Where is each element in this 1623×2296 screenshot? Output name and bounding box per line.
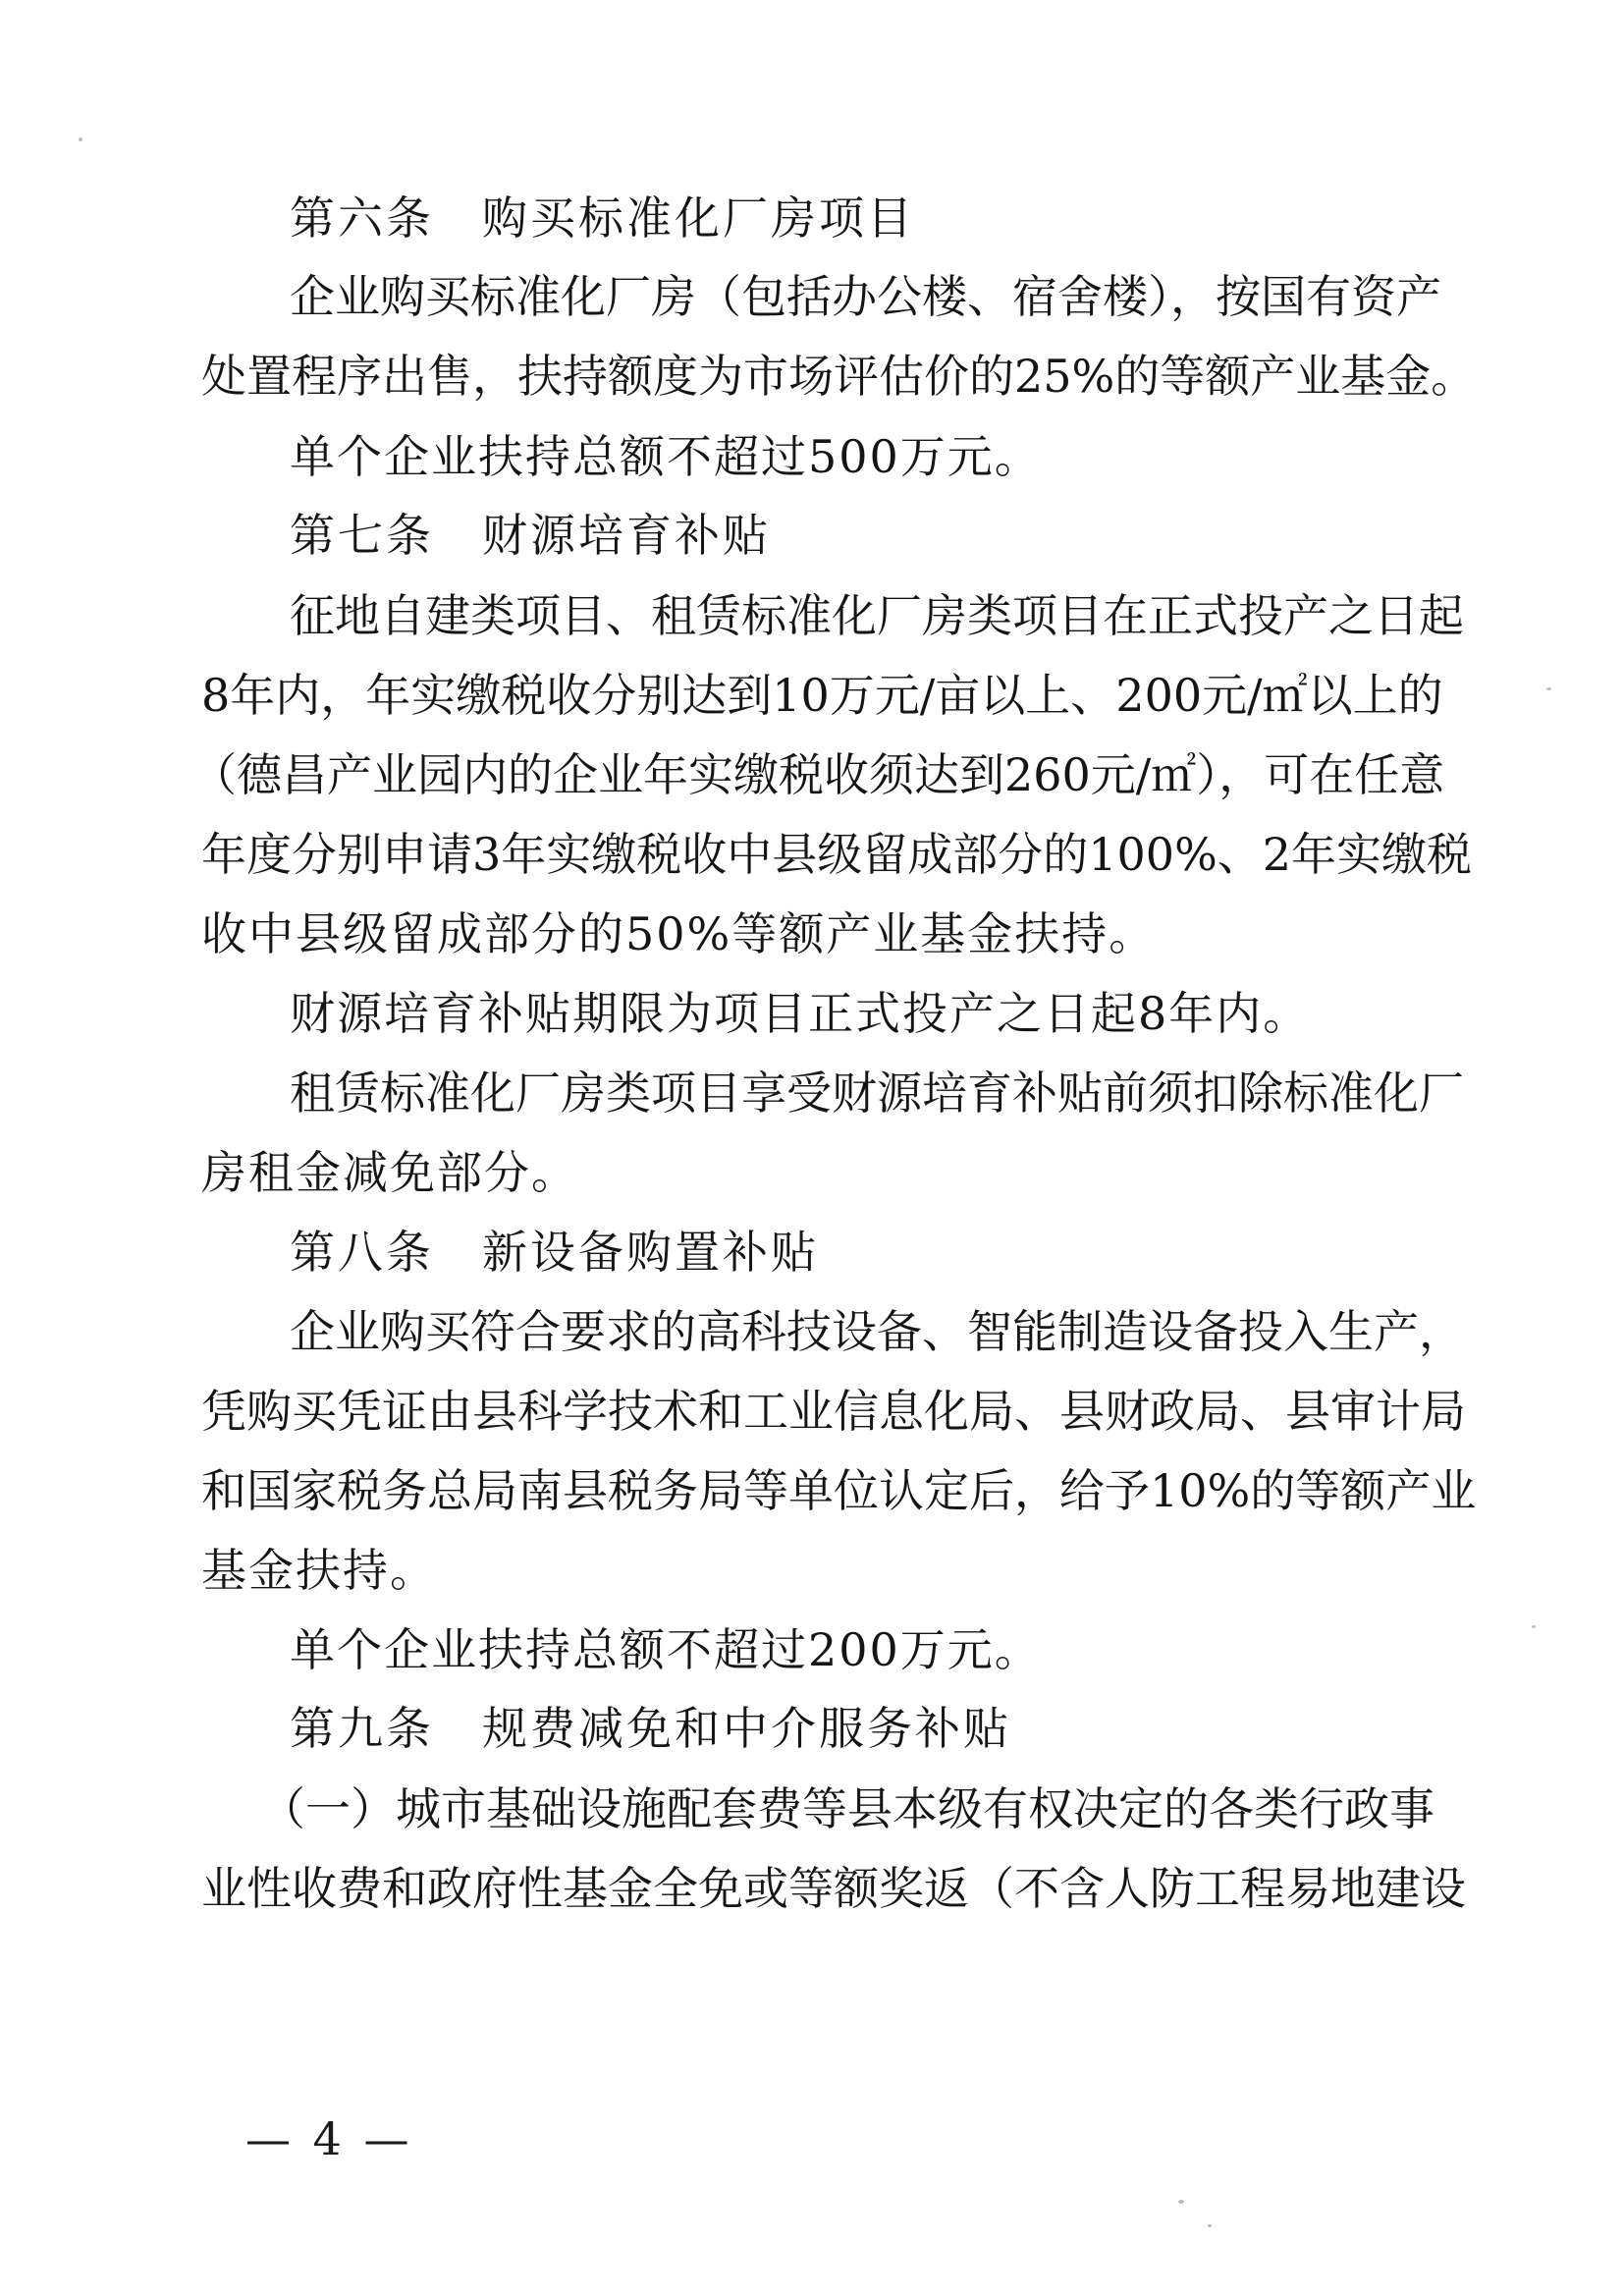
- article-7-heading: 第七条 财源培育补贴: [290, 509, 771, 562]
- article-6-paragraph-2: 单个企业扶持总额不超过500万元。: [290, 430, 1042, 483]
- article-8-paragraph-1-line-2: 凭购买凭证由县科学技术和工业信息化局、县财政局、县审计局: [201, 1385, 1466, 1438]
- article-7-paragraph-2: 财源培育补贴期限为项目正式投产之日起8年内。: [290, 987, 1311, 1040]
- scan-speck: [1178, 2200, 1184, 2204]
- article-9-paragraph-1-line-2: 业性收费和政府性基金全免或等额奖返（不含人防工程易地建设: [201, 1862, 1466, 1915]
- article-6-paragraph-1-line-1: 企业购买标准化厂房（包括办公楼、宿舍楼），按国有资产: [290, 270, 1441, 323]
- article-7-paragraph-1-line-5: 收中县级留成部分的50%等额产业基金扶持。: [201, 907, 1157, 960]
- article-7-paragraph-3-line-1: 租赁标准化厂房类项目享受财源培育补贴前须扣除标准化厂: [290, 1066, 1464, 1120]
- article-8-paragraph-1-line-4: 基金扶持。: [201, 1544, 437, 1597]
- article-9-paragraph-1-line-1: （一）城市基础设施配套费等县本级有权决定的各类行政事: [260, 1782, 1434, 1835]
- article-7-paragraph-1-line-1: 征地自建类项目、租赁标准化厂房类项目在正式投产之日起: [290, 589, 1464, 642]
- page-number: — 4 —: [245, 2112, 413, 2165]
- scan-speck: [1532, 1625, 1536, 1628]
- scan-speck: [1546, 687, 1551, 690]
- article-7-paragraph-3-line-2: 房租金减免部分。: [201, 1146, 578, 1199]
- article-7-paragraph-1-line-2: 8年内，年实缴税收分别达到10万元/亩以上、200元/㎡以上的: [201, 669, 1443, 722]
- scan-speck: [79, 137, 82, 141]
- article-8-paragraph-2: 单个企业扶持总额不超过200万元。: [290, 1623, 1042, 1676]
- article-6-heading: 第六条 购买标准化厂房项目: [290, 191, 915, 245]
- article-7-paragraph-1-line-4: 年度分别申请3年实缴税收中县级留成部分的100%、2年实缴税: [201, 828, 1473, 881]
- article-8-heading: 第八条 新设备购置补贴: [290, 1226, 819, 1279]
- article-6-paragraph-1-line-2: 处置程序出售，扶持额度为市场评估价的25%的等额产业基金。: [201, 350, 1477, 403]
- article-8-paragraph-1-line-1: 企业购买符合要求的高科技设备、智能制造设备投入生产，: [290, 1305, 1464, 1358]
- article-7-paragraph-1-line-3: （德昌产业园内的企业年实缴税收须达到260元/㎡），可在任意: [191, 748, 1445, 801]
- article-9-heading: 第九条 规费减免和中介服务补贴: [290, 1702, 1011, 1755]
- scan-speck: [1208, 2224, 1212, 2227]
- article-8-paragraph-1-line-3: 和国家税务总局南县税务局等单位认定后，给予10%的等额产业: [201, 1464, 1477, 1517]
